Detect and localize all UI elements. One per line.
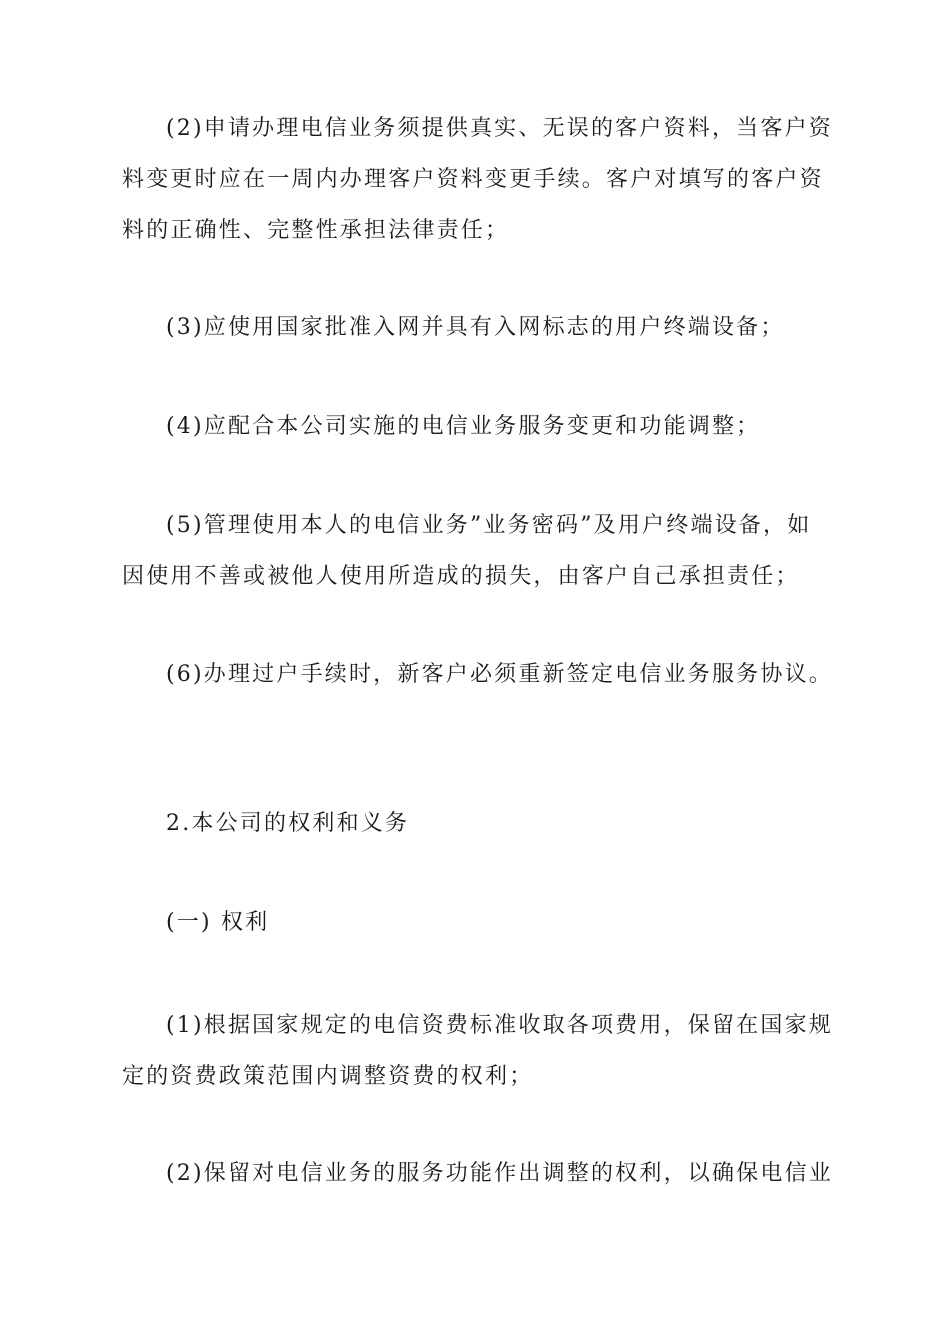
paragraph-service-adjustment: (2)保留对电信业务的服务功能作出调整的权利，以确保电信业	[166, 1161, 833, 1186]
subsection-heading: (一) 权利	[166, 910, 270, 935]
paragraph-transfer: (6)办理过户手续时，新客户必须重新签定电信业务服务协议。	[166, 662, 833, 687]
paragraph-service-change: (4)应配合本公司实施的电信业务服务变更和功能调整；	[166, 414, 761, 439]
paragraph-customer-info: (2)申请办理电信业务须提供真实、无误的客户资料，当客户资料变更时应在一周内办理客户资料变更手续。客户对填写的客户资料的正确性、完整性承担法律责任；	[122, 116, 833, 243]
paragraph-password-management: (5)管理使用本人的电信业务”业务密码”及用户终端设备，如因使用不善或被他人使用所造成的损失，由客户自己承担责任；	[122, 513, 812, 589]
section-heading: 2.本公司的权利和义务	[166, 811, 410, 836]
paragraph-fees: (1)根据国家规定的电信资费标准收取各项费用，保留在国家规定的资费政策范围内调整资费的权利；	[122, 1013, 833, 1089]
paragraph-terminal-equipment: (3)应使用国家批准入网并具有入网标志的用户终端设备；	[166, 315, 785, 340]
